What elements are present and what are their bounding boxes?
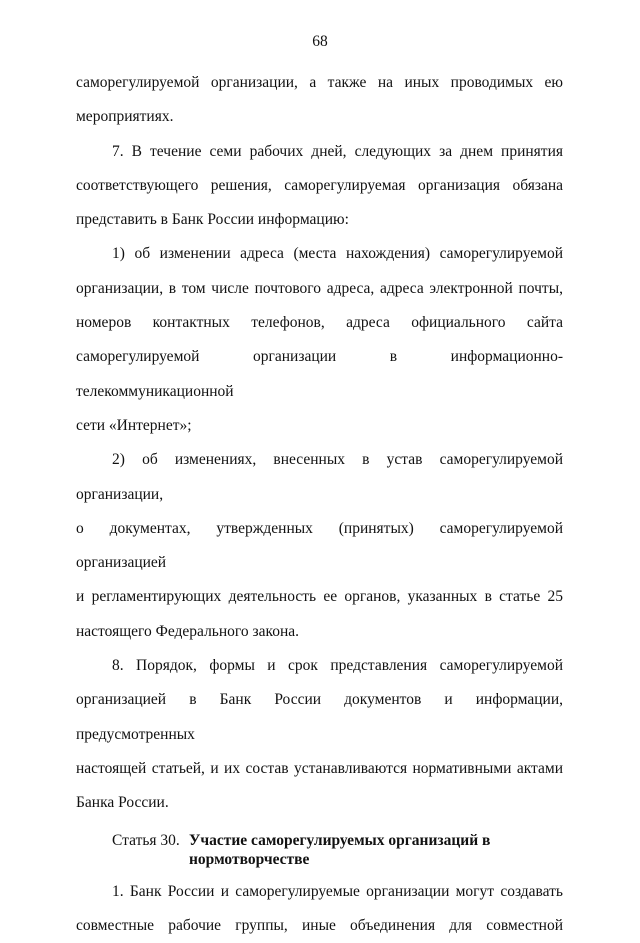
text-line: сети «Интернет»; — [76, 416, 192, 434]
text-line: соответствующего решения, саморегулируемая организация обязана — [76, 176, 563, 194]
article-heading — [76, 831, 563, 869]
text-line: 1) об изменении адреса (места нахождения) саморегулируемой — [112, 245, 563, 263]
paragraph-continuation — [76, 66, 563, 135]
paragraph-item-8 — [76, 649, 563, 820]
article-title-continued: нормотворчестве — [189, 850, 310, 868]
text-line: 7. В течение семи рабочих дней, следующих за днем принятия — [112, 142, 563, 160]
page-number: 68 — [312, 33, 328, 50]
text-line: о документах, утвержденных (принятых) саморегулируемой организацией — [76, 519, 563, 572]
text-line: мероприятиях. — [76, 108, 174, 126]
text-line: организацией в Банк России документов и информации, предусмотренных — [76, 691, 563, 743]
page-body — [76, 66, 563, 943]
text-line: 2) об изменениях, внесенных в устав саморегулируемой организации, — [76, 451, 563, 503]
paragraph-item-7 — [76, 135, 563, 238]
text-line: совместные рабочие группы, иные объединения для совместной — [76, 916, 563, 934]
paragraph-subitem-1 — [76, 237, 563, 443]
text-line: представить в Банк России информацию: — [76, 211, 349, 229]
text-line: Банка России. — [76, 794, 169, 812]
text-line: организации, в том числе почтового адреса, адреса электронной почты, — [76, 279, 563, 297]
text-line: номеров контактных телефонов, адреса официального сайта — [76, 314, 563, 332]
text-line: 8. Порядок, формы и срок представления саморегулируемой — [112, 657, 563, 675]
text-line: настоящего Федерального закона. — [76, 622, 300, 640]
article-label: Статья 30. — [112, 831, 180, 849]
text-line: 1. Банк России и саморегулируемые организации могут создавать — [112, 882, 563, 900]
text-line: саморегулируемой организации, а также на иных проводимых ею — [76, 74, 563, 91]
article-title: Участие саморегулируемых организаций в — [189, 831, 491, 849]
text-line: саморегулируемой организации в информационно-телекоммуникационной — [76, 348, 563, 400]
text-line: и регламентирующих деятельность ее органов, указанных в статье 25 — [76, 588, 563, 606]
text-line: настоящей статьей, и их состав устанавливаются нормативными актами — [76, 759, 563, 777]
article-paragraph-1 — [76, 875, 563, 943]
paragraph-subitem-2 — [76, 443, 563, 649]
